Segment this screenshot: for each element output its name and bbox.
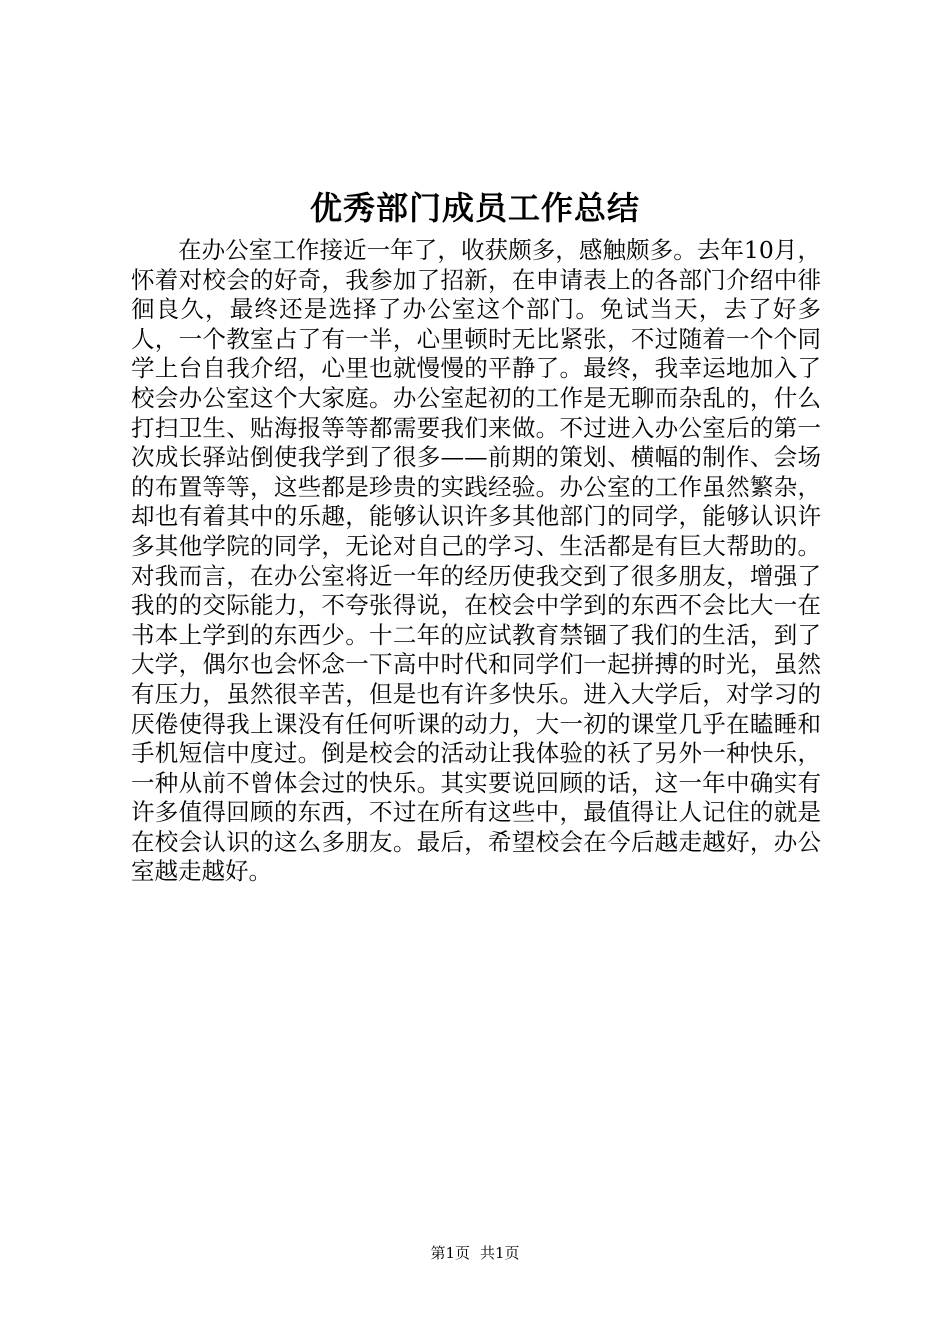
page-number-current: 第1页 bbox=[430, 1244, 470, 1262]
page-number-total: 共1页 bbox=[480, 1244, 520, 1262]
page-footer bbox=[0, 1243, 950, 1263]
body-paragraph: 在办公室工作接近一年了，收获颇多，感触颇多。去年10月，怀着对校会的好奇，我参加了招新，在申请表上的各部门介绍中徘徊良久，最终还是选择了办公室这个部门。免试当天，去了好多人，一个教室占了有一半，心里顿时无比紧张，不过随着一个个同学上台自我介绍，心里也就慢慢的平静了。最终，我幸运地加入了校会办公室这个大家庭。办公室起初的工作是无聊而杂乱的，什么打扫卫生、贴海报等等都需要我们来做。不过进入办公室后的第一次成长驿站倒使我学到了很多——前期的策划、横幅的制作、会场的布置等等，这些都是珍贵的实践经验。办公室的工作虽然繁杂，却也有着其中的乐趣，能够认识许多其他部门的同学，能够认识许多其他学院的同学，无论对自己的学习、生活都是有巨大帮助的。对我而言，在办公室将近一年的经历使我交到了很多朋友，增强了我的的交际能力，不夸张得说，在校会中学到的东西不会比大一在书本上学到的东西少。十二年的应试教育禁锢了我们的生活，到了大学，偶尔也会怀念一下高中时代和同学们一起拼搏的时光，虽然有压力，虽然很辛苦，但是也有许多快乐。进入大学后，对学习的厌倦使得我上课没有任何听课的动力，大一初的课堂几乎在瞌睡和手机短信中度过。倒是校会的活动让我体验的袄了另外一种快乐，一种从前不曾体会过的快乐。其实要说回顾的话，这一年中确实有许多值得回顾的东西，不过在所有这些中，最值得让人记住的就是在校会认识的这么多朋友。最后，希望校会在今后越走越好，办公室越走越好。 bbox=[131, 236, 821, 886]
document-title: 优秀部门成员工作总结 bbox=[309, 189, 640, 227]
